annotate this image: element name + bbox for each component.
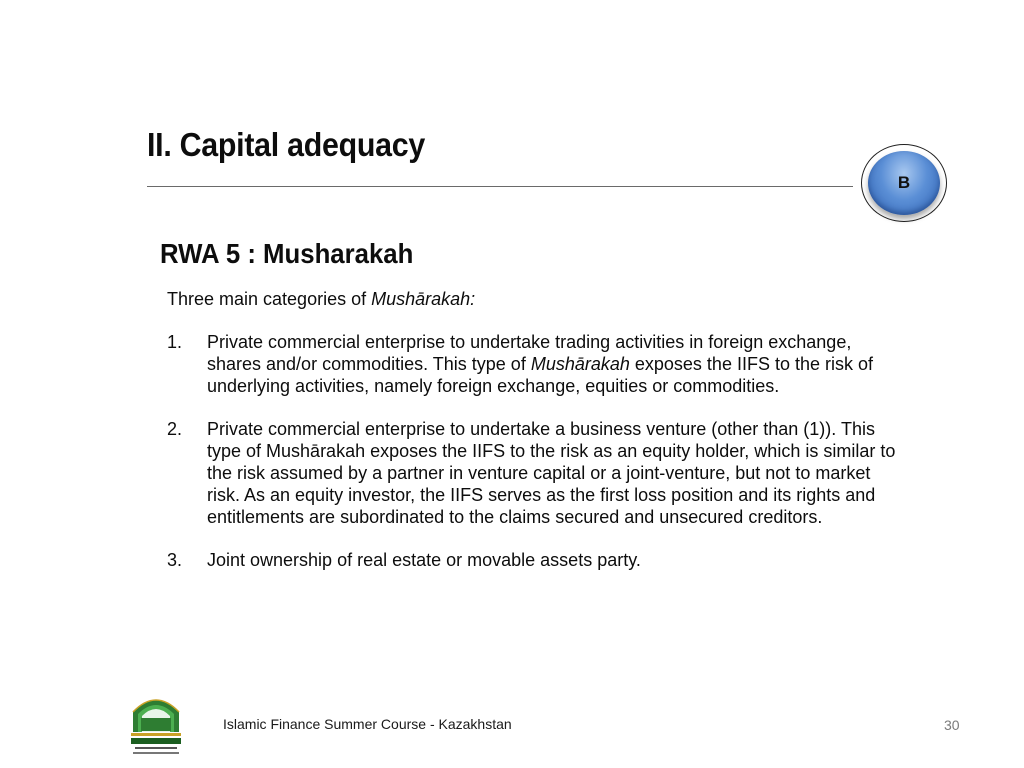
page-number: 30 bbox=[944, 717, 960, 733]
intro-text: Three main categories of bbox=[167, 289, 372, 309]
list-item bbox=[167, 331, 902, 397]
intro-paragraph bbox=[167, 288, 902, 310]
list-item bbox=[167, 549, 902, 571]
title-divider bbox=[147, 186, 853, 187]
list-item-text bbox=[207, 332, 873, 396]
slide-body bbox=[167, 288, 902, 592]
category-list bbox=[167, 331, 902, 571]
list-item-number: 3. bbox=[167, 550, 183, 570]
section-badge-label: B bbox=[897, 173, 911, 192]
irti-logo bbox=[127, 688, 185, 758]
list-item bbox=[167, 418, 902, 528]
slide-title: II. Capital adequacy bbox=[147, 126, 425, 163]
list-item-number: 1. bbox=[167, 332, 183, 352]
list-item-number: 2. bbox=[167, 419, 183, 439]
list-item-text-part: exposes the IIFS to the risk of underlying activities, namely foreign exchange, equities or commodities. bbox=[207, 354, 874, 396]
list-item-text: Joint ownership of real estate or movable assets party. bbox=[207, 550, 641, 570]
footer-text: Islamic Finance Summer Course - Kazakhstan bbox=[223, 716, 512, 732]
slide-subtitle: RWA 5 : Musharakah bbox=[160, 238, 414, 269]
list-item-term: Mushārakah bbox=[530, 354, 630, 374]
list-item-text-part: Private commercial enterprise to undertake trading activities in foreign exchange, shares and/or commodities. This type of bbox=[207, 332, 852, 374]
list-item-text: Private commercial enterprise to undertake a business venture (other than (1)). This type of Mushārakah exposes the IIFS to the risk as an equity holder, which is similar to the risk assumed by a partner in venture capital or a joint-venture, but not to market risk. As an equity investor, the IIFS serves as the first loss position and its rights and entitlements are subordinated to the claims secured and unsecured creditors. bbox=[207, 419, 896, 527]
intro-term: Mushārakah: bbox=[371, 289, 476, 309]
section-badge bbox=[868, 151, 940, 215]
